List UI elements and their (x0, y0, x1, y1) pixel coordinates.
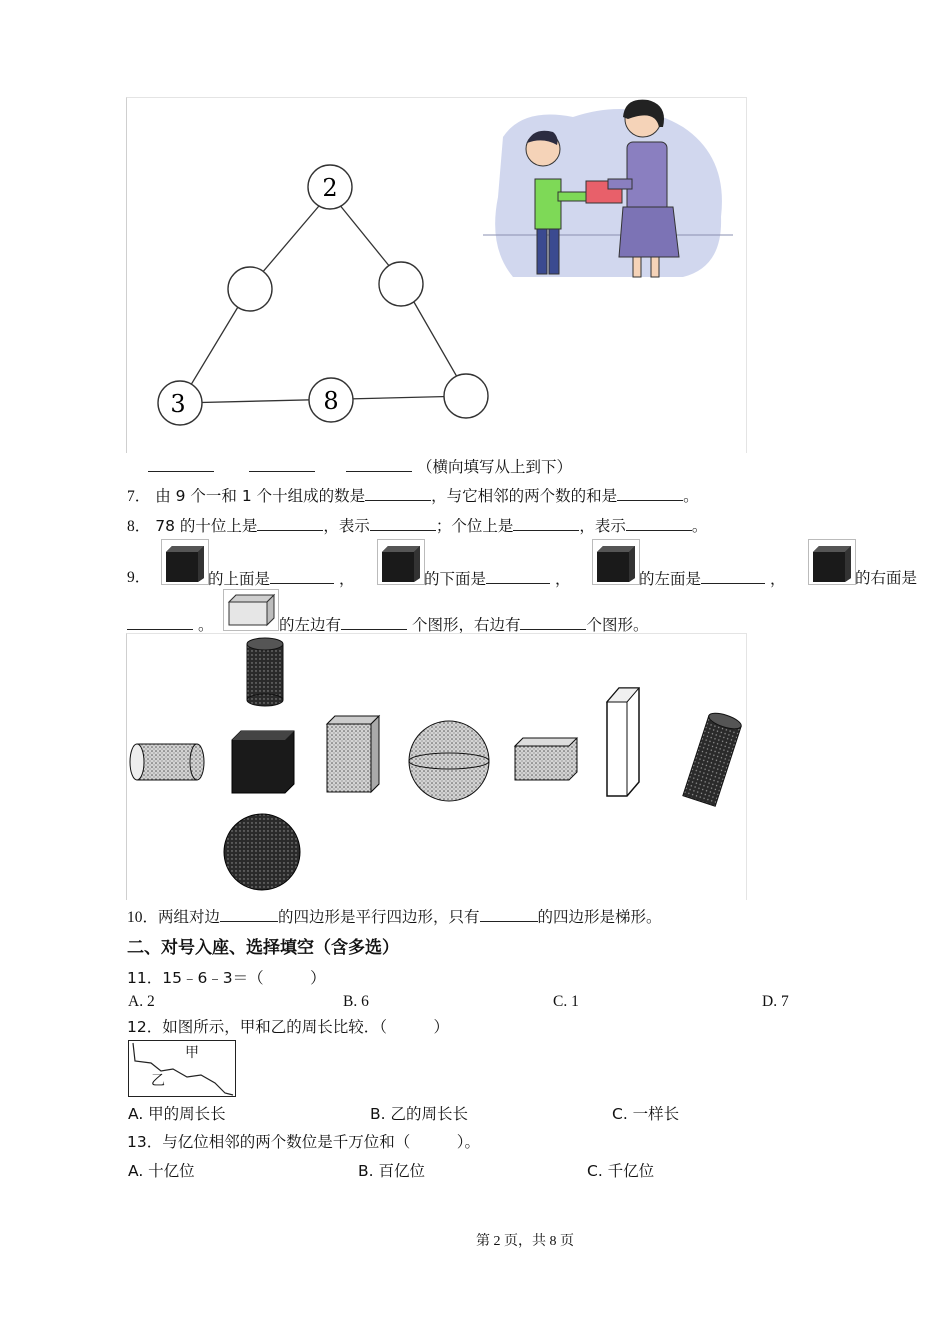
q10-blank-2[interactable] (480, 906, 538, 922)
circle-bottom-middle (309, 378, 353, 422)
q6-blank-1[interactable] (148, 456, 214, 472)
q11-option-a[interactable]: A. 2 (128, 993, 155, 1010)
q9-blank-2[interactable] (486, 568, 550, 584)
teacher-student-illustration (483, 97, 733, 292)
perimeter-diagram (128, 1040, 236, 1097)
q9-blank-4[interactable] (127, 614, 193, 630)
cylinder-horizontal (130, 744, 204, 780)
cube-dark (232, 731, 294, 793)
cuboid-icon (223, 589, 279, 631)
cylinder-upright (247, 638, 283, 706)
q7-blank-1[interactable] (365, 485, 431, 501)
q8-blank-2[interactable] (370, 515, 436, 531)
black-cube-icon (592, 539, 640, 585)
label-jia: 甲 (185, 1045, 199, 1061)
circle-top (308, 165, 352, 209)
q8-blank-4[interactable] (626, 515, 692, 531)
sphere (409, 721, 489, 801)
question-9-number: 9． (127, 569, 151, 586)
black-cube-icon (161, 539, 209, 585)
question-7: 7． 由 9 个一和 1 个十组成的数是 ，与它相邻的两个数的和是 。 (127, 487, 699, 505)
q6-blank-3[interactable] (346, 456, 412, 472)
cuboid-short (515, 738, 577, 780)
q9-blank-3[interactable] (701, 568, 765, 584)
section-2-heading: 二、对号入座、选择填空（含多选） (127, 938, 399, 958)
q13-option-a[interactable]: A. 十亿位 (128, 1162, 195, 1180)
q7-blank-2[interactable] (617, 485, 683, 501)
q13-option-b[interactable]: B. 百亿位 (358, 1162, 425, 1180)
question-8: 8． 78 的十位上是 ，表示 ；个位上是 ，表示 。 (127, 517, 708, 535)
q12-option-b[interactable]: B. 乙的周长长 (370, 1105, 468, 1123)
question-10: 10．两组对边 的四边形是平行四边形，只有 的四边形是梯形。 (127, 908, 662, 926)
sphere-dark (224, 814, 300, 890)
question-13: 13．与亿位相邻的两个数位是千万位和（ ）。 (127, 1133, 480, 1151)
q13-option-c[interactable]: C. 千亿位 (587, 1162, 655, 1180)
cylinder-tilted (683, 710, 743, 806)
svg-text:3: 3 (170, 390, 186, 418)
q9-blank-6[interactable] (520, 614, 586, 630)
label-yi: 乙 (151, 1073, 165, 1089)
q8-blank-3[interactable] (513, 515, 579, 531)
question-12: 12．如图所示，甲和乙的周长比较．（ ） (127, 1018, 449, 1036)
cuboid-dotted (327, 716, 379, 792)
q11-option-d[interactable]: D. 7 (762, 993, 789, 1010)
q6-instruction: （横向填写从上到下） (416, 458, 572, 476)
q11-option-c[interactable]: C. 1 (553, 993, 579, 1010)
circle-bottom-left (158, 381, 202, 425)
q9-blank-5[interactable] (341, 614, 407, 630)
black-cube-icon (377, 539, 425, 585)
svg-text:8: 8 (323, 387, 339, 415)
page-footer: 第 2 页，共 8 页 (476, 1234, 574, 1249)
question-11: 11．15﹣6﹣3＝（ ） (127, 969, 326, 987)
circle-mid-left (228, 267, 272, 311)
circle-bottom-right (444, 374, 488, 418)
circle-mid-right (379, 262, 423, 306)
q12-option-c[interactable]: C. 一样长 (612, 1105, 680, 1123)
q9-blank-1[interactable] (270, 568, 334, 584)
black-cube-icon (808, 539, 856, 585)
q12-option-a[interactable]: A. 甲的周长长 (128, 1105, 226, 1123)
q11-option-b[interactable]: B. 6 (343, 993, 369, 1010)
solids-figure (127, 634, 745, 899)
triangle-diagram (150, 160, 500, 440)
svg-text:2: 2 (322, 174, 338, 202)
q10-blank-1[interactable] (220, 906, 278, 922)
prism-tall (607, 688, 639, 796)
q6-blank-2[interactable] (249, 456, 315, 472)
q8-blank-1[interactable] (257, 515, 323, 531)
